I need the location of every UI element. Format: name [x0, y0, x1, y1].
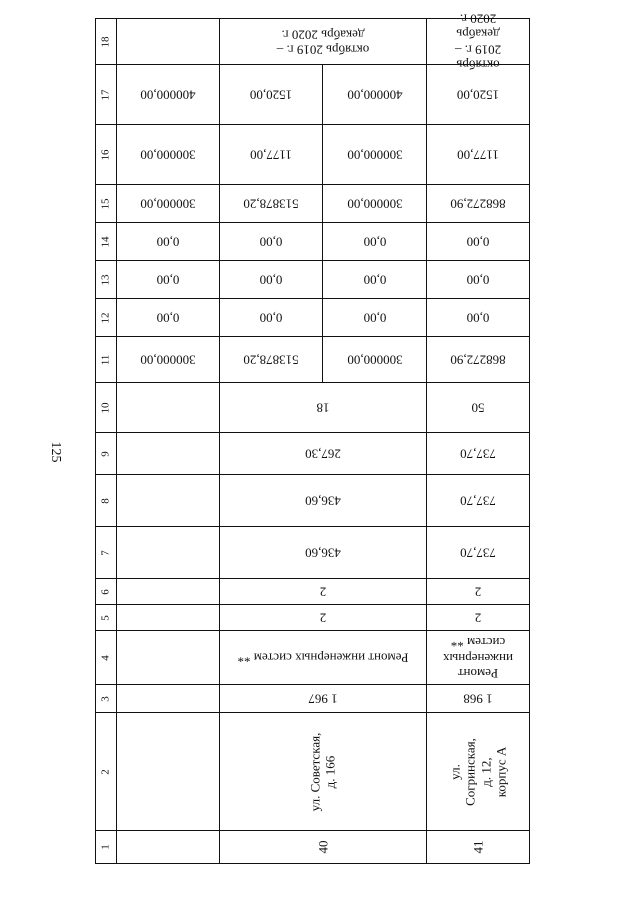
column-number-cell: 12 [96, 299, 117, 337]
row-41-col9: 737,70 [427, 433, 530, 475]
row-40-col16-b: 300000,00 [323, 125, 427, 185]
row-40-col4: Ремонт инженерных систем ** [220, 631, 427, 685]
row-40-col5: 2 [220, 605, 427, 631]
row-41-col14: 0,00 [427, 223, 530, 261]
row-41-col3: 1 968 [427, 685, 530, 713]
column-number-cell: 1 [96, 831, 117, 864]
row-41-col18: октябрь 2019 г. – декабрь 2020 г. [427, 19, 530, 65]
row-40-col16: 1177,00 [220, 125, 323, 185]
total-col2 [117, 713, 220, 831]
row-40-col13: 0,00 [220, 261, 323, 299]
total-col11: 300000,00 [117, 337, 220, 383]
total-col1 [117, 831, 220, 864]
total-col13: 0,00 [117, 261, 220, 299]
table-row-col1 [96, 831, 530, 864]
data-table [95, 11, 530, 864]
column-number-cell: 17 [96, 65, 117, 125]
row-41-col13: 0,00 [427, 261, 530, 299]
row-41-col4: Ремонт инженерных систем ** [427, 631, 530, 685]
row-41-col2: ул. Согринская, д. 12, корпус А [427, 713, 530, 831]
table-row-col6 [96, 579, 530, 605]
column-number-cell: 5 [96, 605, 117, 631]
total-col7 [117, 527, 220, 579]
row-40-col17-b: 400000,00 [323, 65, 427, 125]
row-40-col12-b: 0,00 [323, 299, 427, 337]
column-number-cell: 4 [96, 631, 117, 685]
column-number-cell: 8 [96, 475, 117, 527]
row-40-col11: 513878,20 [220, 337, 323, 383]
row-41-col10: 50 [427, 383, 530, 433]
row-41-col8: 737,70 [427, 475, 530, 527]
row-41-col15: 868272,90 [427, 185, 530, 223]
row-40-col1: 40 [220, 831, 427, 864]
table-row-col15 [96, 185, 530, 223]
row-40-col15-b: 300000,00 [323, 185, 427, 223]
row-40-col9: 267,30 [220, 433, 427, 475]
row-40-col3: 1 967 [220, 685, 427, 713]
column-number-cell: 13 [96, 261, 117, 299]
table-row-col4 [96, 631, 530, 685]
row-40-col13-b: 0,00 [323, 261, 427, 299]
total-col4 [117, 631, 220, 685]
row-41-col17: 1520,00 [427, 65, 530, 125]
row-41-col16: 1177,00 [427, 125, 530, 185]
total-col12: 0,00 [117, 299, 220, 337]
column-number-cell: 11 [96, 337, 117, 383]
row-41-col5: 2 [427, 605, 530, 631]
total-col15: 300000,00 [117, 185, 220, 223]
row-40-col10: 18 [220, 383, 427, 433]
table-row-col14 [96, 223, 530, 261]
column-number-cell: 10 [96, 383, 117, 433]
row-40-col12: 0,00 [220, 299, 323, 337]
row-40-col14-b: 0,00 [323, 223, 427, 261]
column-number-cell: 14 [96, 223, 117, 261]
row-41-col6: 2 [427, 579, 530, 605]
row-40-col18: октябрь 2019 г. – декабрь 2020 г. [220, 19, 427, 65]
total-col16: 300000,00 [117, 125, 220, 185]
table-row-col8 [96, 475, 530, 527]
column-number-cell: 18 [96, 19, 117, 65]
total-col17: 400000,00 [117, 65, 220, 125]
row-40-col2: ул. Советская, д. 166 [220, 713, 427, 831]
row-40-col7: 436,60 [220, 527, 427, 579]
column-number-cell: 7 [96, 527, 117, 579]
row-40-col6: 2 [220, 579, 427, 605]
total-col10 [117, 383, 220, 433]
column-number-cell: 6 [96, 579, 117, 605]
row-41-col12: 0,00 [427, 299, 530, 337]
total-col18 [117, 19, 220, 65]
page-number: 125 [48, 441, 63, 463]
row-41-col11: 868272,90 [427, 337, 530, 383]
table-row-col17 [96, 65, 530, 125]
table-row-col12 [96, 299, 530, 337]
row-41-col7: 737,70 [427, 527, 530, 579]
column-number-cell: 3 [96, 685, 117, 713]
table-row-col13 [96, 261, 530, 299]
total-col6 [117, 579, 220, 605]
row-40-col17: 1520,00 [220, 65, 323, 125]
column-number-cell: 2 [96, 713, 117, 831]
total-col8 [117, 475, 220, 527]
row-40-col11-b: 300000,00 [323, 337, 427, 383]
total-col3 [117, 685, 220, 713]
table-row-col7 [96, 527, 530, 579]
table-row-col10 [96, 383, 530, 433]
table-row-col5 [96, 605, 530, 631]
table-row-col16 [96, 125, 530, 185]
table-row-col11 [96, 337, 530, 383]
total-col9 [117, 433, 220, 475]
table-row-col9 [96, 433, 530, 475]
total-col14: 0,00 [117, 223, 220, 261]
row-40-col8: 436,60 [220, 475, 427, 527]
row-40-col15: 513878,20 [220, 185, 323, 223]
column-number-cell: 16 [96, 125, 117, 185]
column-number-cell: 9 [96, 433, 117, 475]
total-col5 [117, 605, 220, 631]
table-row-col18 [96, 19, 530, 65]
row-41-col1: 41 [427, 831, 530, 864]
table-row-col2 [96, 713, 530, 831]
table-row-col3 [96, 685, 530, 713]
column-number-cell: 15 [96, 185, 117, 223]
row-40-col14: 0,00 [220, 223, 323, 261]
